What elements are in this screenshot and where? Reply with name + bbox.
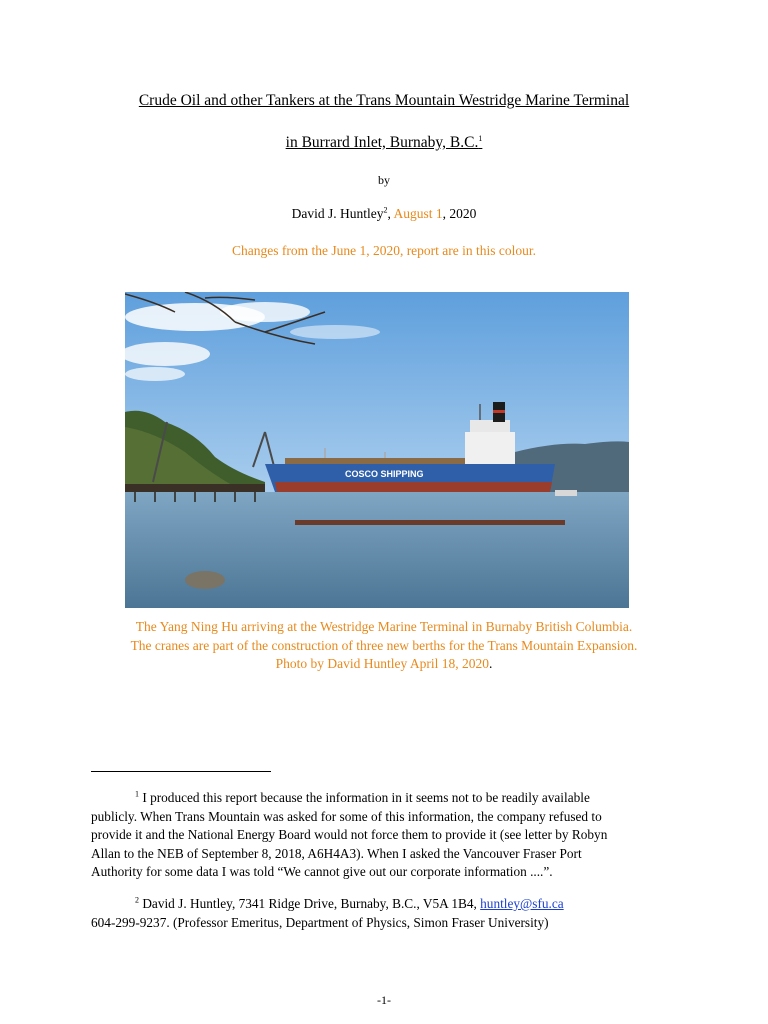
footnote-2-marker: 2 <box>135 895 139 905</box>
changes-note: Changes from the June 1, 2020, report are in this colour. <box>231 243 537 258</box>
caption-line-3: Photo by David Huntley April 18, 2020. <box>275 656 493 671</box>
title-footnote-ref[interactable]: 1 <box>478 133 483 143</box>
tanker-photo <box>125 292 629 608</box>
footnote-2: $^2$ David J. Huntley, 7341 Ridge Drive, Burnaby, B.C., V5A 1B4, huntley@sfu.ca 604-299-9237. (Professor Emeritus, Department of Physics, Simon Fraser University) <box>91 895 564 930</box>
caption-line-2: The cranes are part of the construction of three new berths for the Trans Mountain Expansion. <box>130 637 638 653</box>
date-year: , 2020 <box>442 206 477 221</box>
author-name: David J. Huntley <box>291 206 384 221</box>
date-changed: August 1 <box>393 206 443 221</box>
footnote-separator <box>91 771 271 772</box>
title-line-2 <box>0 134 768 152</box>
byline: David J. Huntley$^2$, August 1, 2020 <box>291 205 477 221</box>
photo-caption <box>0 618 768 674</box>
footnote-1: $^1$ I produced this report because the information in it seems not to be readily available publicly. When Trans Mountain was asked for some of this information, the company refused to provide it and the National Energy Board would not force them to provide it (see letter by Robyn Allan to the NEB of September 8, 2018, A6H4A3). When I asked the Vancouver Fraser Port Authority for some data I was told “We cannot give out our corporate information ....”. <box>91 789 608 879</box>
title-text-1: Crude Oil and other Tankers at the Trans Mountain Westridge Marine Terminal <box>138 92 630 109</box>
caption-line-1: The Yang Ning Hu arriving at the Westridge Marine Terminal in Burnaby British Columbia. <box>135 619 633 634</box>
footnote-1-marker: 1 <box>135 789 139 799</box>
author-footnote-ref[interactable]: 2 <box>383 205 388 215</box>
ship-name-text: COSCO SHIPPING <box>345 469 424 479</box>
title-line-1 <box>0 92 768 110</box>
page-number: -1- <box>377 993 391 1007</box>
email-link[interactable]: huntley@sfu.ca <box>480 896 564 911</box>
by-label: by <box>378 173 390 187</box>
title-text-2: in Burrard Inlet, Burnaby, B.C. <box>285 134 479 151</box>
